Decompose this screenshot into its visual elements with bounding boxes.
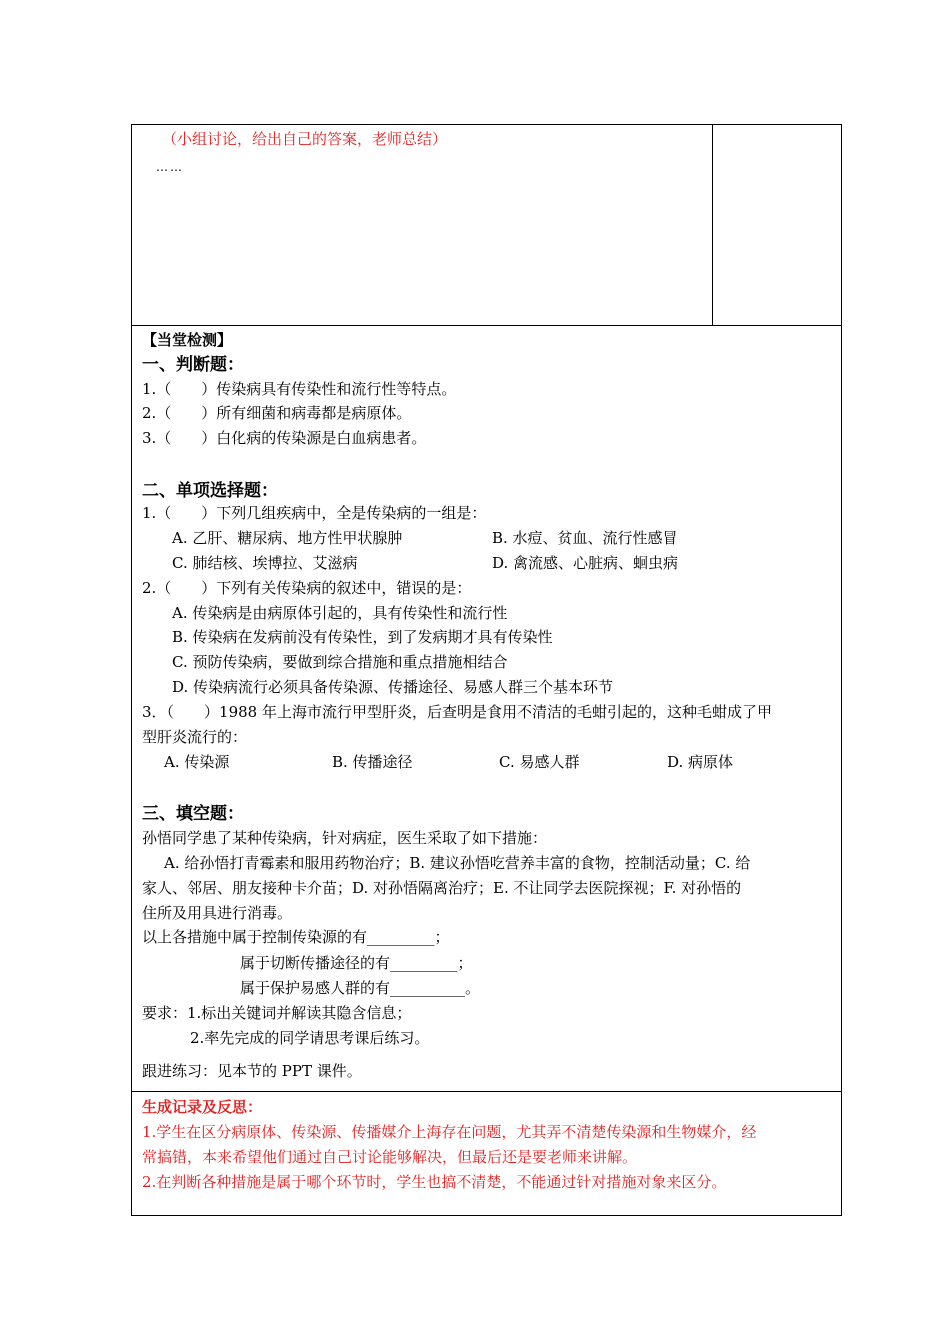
section1-heading: 一、判断题：: [142, 355, 244, 375]
q1-stem: 1.（ ）下列几组疾病中，全是传染病的一组是：: [142, 504, 487, 522]
q1-option-d: D. 禽流感、心脏病、蛔虫病: [492, 554, 679, 572]
discussion-note: （小组讨论，给出自己的答案，老师总结）: [162, 130, 448, 148]
q3-option-a: A. 传染源: [164, 753, 230, 771]
ellipsis: ……: [156, 160, 184, 174]
q3-option-b: B. 传播途径: [332, 753, 413, 771]
section2-heading: 二、单项选择题：: [142, 481, 278, 501]
check-title: 【当堂检测】: [142, 331, 233, 349]
judge-item-3: 3.（ ）白化病的传染源是白血病患者。: [142, 429, 427, 447]
q2-option-d: D. 传染病流行必须具备传染源、传播途径、易感人群三个基本环节: [172, 678, 614, 696]
q3-stem-line1: 3．（ ）1988 年上海市流行甲型肝炎，后查明是食用不清洁的毛蚶引起的，这种毛蚶成了甲: [142, 703, 772, 721]
reflection-line3: 2.在判断各种措施是属于哪个环节时，学生也搞不清楚，不能通过针对措施对象来区分。: [142, 1173, 727, 1191]
fill-blank-3: 属于保护易感人群的有__________。: [240, 979, 481, 997]
q3-option-d: D. 病原体: [667, 753, 734, 771]
judge-item-2: 2.（ ）所有细菌和病毒都是病原体。: [142, 404, 412, 422]
q3-stem-line2: 型肝炎流行的：: [142, 728, 248, 746]
requirement-2: 2.率先完成的同学请思考课后练习。: [190, 1029, 430, 1047]
q2-option-b: B. 传染病在发病前没有传染性，到了发病期才具有传染性: [172, 628, 553, 646]
reflection-title: 生成记录及反思：: [142, 1098, 263, 1116]
lesson-table: [131, 124, 842, 1216]
section3-heading: 三、填空题：: [142, 804, 244, 824]
fill-intro: 孙悟同学患了某种传染病，针对病症，医生采取了如下措施：: [142, 829, 548, 847]
followup-practice: 跟进练习：见本节的 PPT 课件。: [142, 1062, 362, 1080]
row-divider-2: [132, 1091, 841, 1092]
measures-line3: 住所及用具进行消毒。: [142, 904, 293, 922]
judge-item-1: 1.（ ）传染病具有传染性和流行性等特点。: [142, 380, 457, 398]
fill-blank-1: 以上各措施中属于控制传染源的有_________；: [142, 928, 450, 946]
fill-blank-2: 属于切断传播途径的有_________；: [240, 954, 473, 972]
measures-line2: 家人、邻居、朋友接种卡介苗；D. 对孙悟隔离治疗；E. 不让同学去医院探视；F. 对孙悟的: [142, 879, 742, 897]
q2-stem: 2.（ ）下列有关传染病的叙述中，错误的是：: [142, 579, 472, 597]
q2-option-c: C. 预防传染病，要做到综合措施和重点措施相结合: [172, 653, 508, 671]
q1-option-b: B. 水痘、贫血、流行性感冒: [492, 529, 678, 547]
q2-option-a: A. 传染病是由病原体引起的，具有传染性和流行性: [172, 604, 508, 622]
column-divider: [712, 125, 713, 325]
requirement-1: 要求：1.标出关键词并解读其隐含信息；: [142, 1004, 412, 1022]
measures-line1: A. 给孙悟打青霉素和服用药物治疗；B. 建议孙悟吃营养丰富的食物，控制活动量；C. 给: [164, 854, 751, 872]
row-divider-1: [132, 325, 841, 326]
q3-option-c: C. 易感人群: [499, 753, 580, 771]
reflection-line1: 1.学生在区分病原体、传染源、传播媒介上海存在问题，尤其弄不清楚传染源和生物媒介，经: [142, 1123, 757, 1141]
q1-option-c: C. 肺结核、埃博拉、艾滋病: [172, 554, 358, 572]
reflection-line2: 常搞错，本来希望他们通过自己讨论能够解决，但最后还是要老师来讲解。: [142, 1148, 638, 1166]
q1-option-a: A. 乙肝、糖尿病、地方性甲状腺肿: [172, 529, 403, 547]
